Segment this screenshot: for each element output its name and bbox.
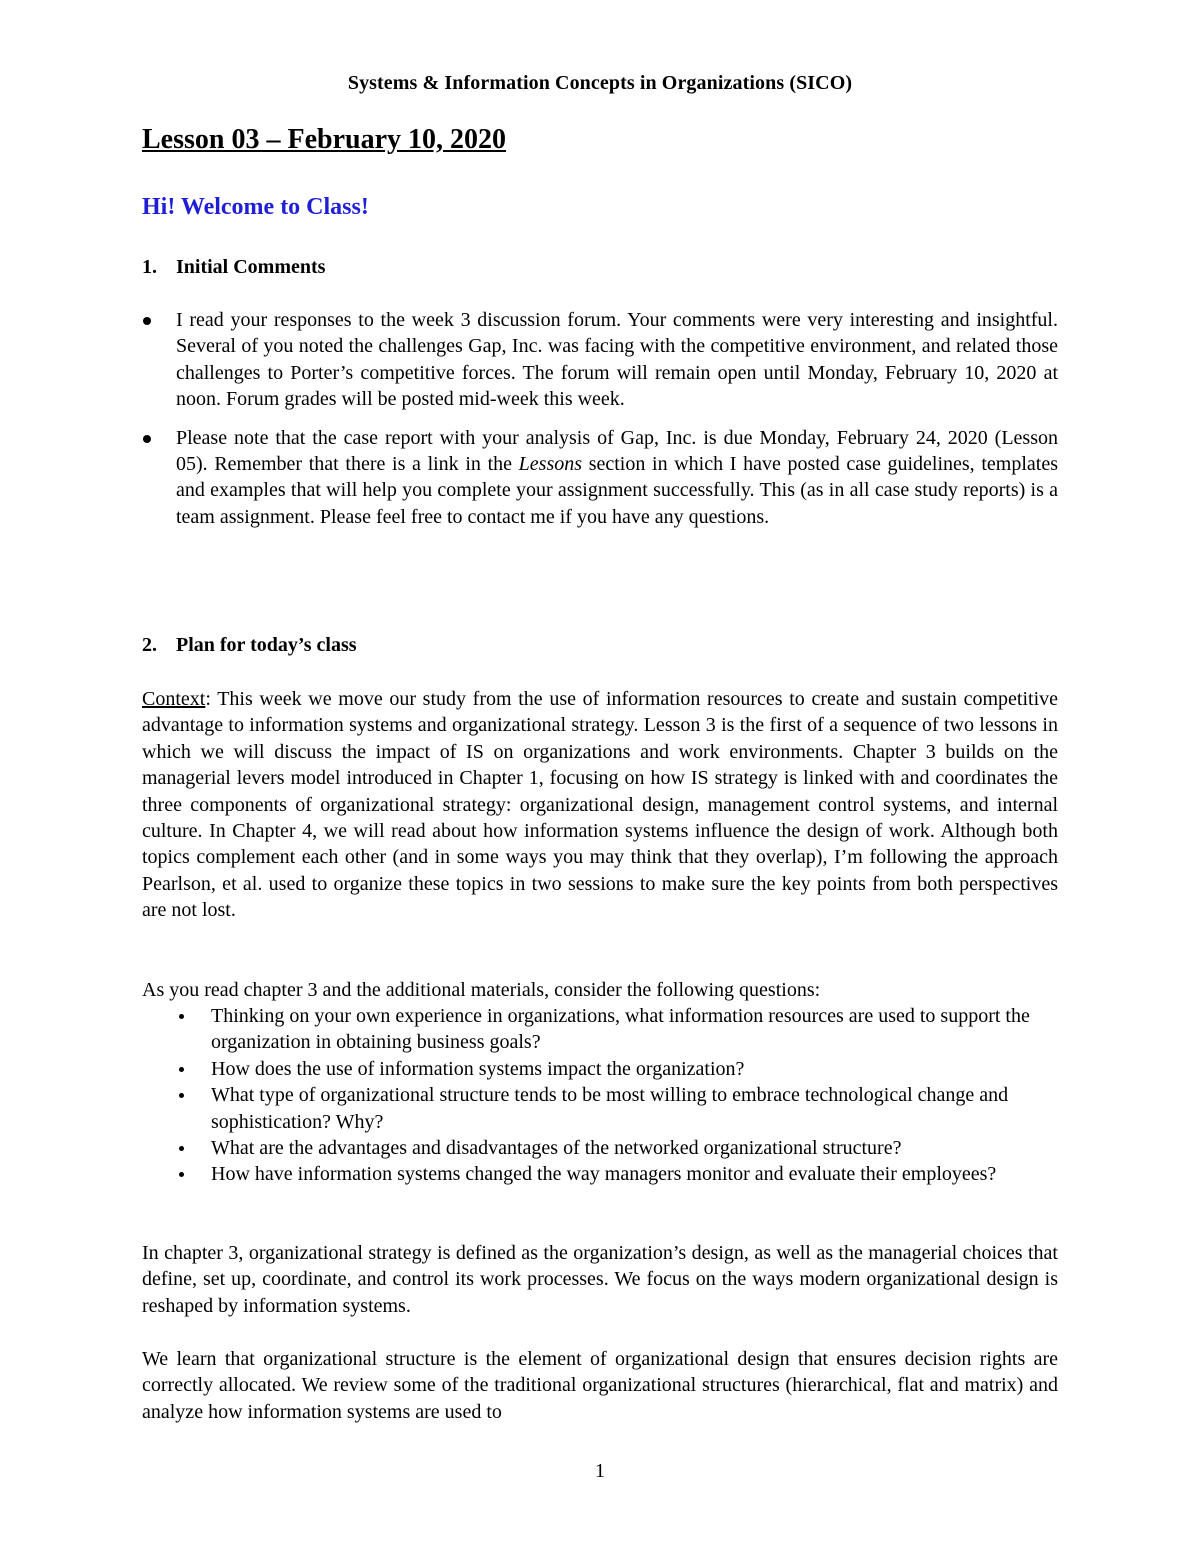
list-item-text: How does the use of information systems impact the organization? [211,1057,745,1080]
list-item-text: How have information systems changed the way managers monitor and evaluate their employees? [211,1163,997,1186]
list-item-text: What type of organizational structure tends to be most willing to embrace technological change and sophistication? Why? [211,1084,1009,1133]
section-number: 2. [142,634,157,656]
bullet-icon [143,435,151,443]
bullet-icon [143,317,151,325]
list-item [142,425,1058,531]
list-item [142,1056,1058,1082]
list-item [142,307,1058,413]
lesson-title: Lesson 03 – February 10, 2020 [142,124,506,155]
bullet-icon [179,1014,184,1019]
list-item [142,1003,1058,1056]
section-heading-plan [142,634,357,657]
list-item-text: Thinking on your own experience in organizations, what information resources are used to support the organization in obtaining business goals? [211,1005,1030,1054]
structure-paragraph: We learn that organizational structure is the element of organizational design that ensures decision rights are correctly allocated. We review some of the traditional organizational structures (hierarchical, flat and matrix) and analyze how information systems are used to [142,1348,1058,1423]
bullet-icon [179,1172,184,1177]
list-item-text: What are the advantages and disadvantages of the networked organizational structure? [211,1137,902,1160]
section-heading-initial-comments [142,256,325,279]
context-label: Context [142,688,206,710]
context-paragraph: Context: This week we move our study from the use of information resources to create and sustain competitive advantage to information systems and organizational strategy. Lesson 3 is the first of a sequence of two lessons in which we will discuss the impact of IS on organizations and work environments. Chapter 3 builds on the managerial levers model introduced in Chapter 1, focusing on how IS strategy is linked with and coordinates the three components of organizational strategy: organizational design, management control systems, and internal culture. In Chapter 4, we will read about how information systems influence the design of work. Although both topics complement each other (and in some ways you may think that they overlap), I’m following the approach Pearlson, et al. used to organize these topics in two sessions to make sure the key points from both perspectives are not lost. [142,688,1058,922]
list-item [142,1082,1058,1135]
bullet-icon [179,1093,184,1098]
lessons-emphasis: Lessons [518,453,583,476]
list-item [142,1161,1058,1187]
bullet-icon [179,1146,184,1151]
section-title: Initial Comments [176,256,326,278]
list-item-text: Please note that the case report with your analysis of Gap, Inc. is due Monday, February 24, 2020 (Lesson 05). Remember that there is a link in the Lessons section in which I have posted case guidelines, templates and examples that will help you complete your assignment successfully. This (as in all case study reports) is a team assignment. Please feel free to contact me if you have any questions. [176,426,1058,528]
section-number: 1. [142,256,157,278]
strategy-paragraph: In chapter 3, organizational strategy is defined as the organization’s design, as well as the managerial choices that define, set up, coordinate, and control its work processes. We focus on the ways modern organizational design is reshaped by information systems. [142,1242,1058,1317]
welcome-heading: Hi! Welcome to Class! [142,194,369,220]
page-number: 1 [595,1460,605,1482]
list-item [142,1135,1058,1161]
questions-list [142,1003,1058,1188]
section-title: Plan for today’s class [176,634,357,656]
initial-comments-list [142,307,1058,530]
list-item-text: I read your responses to the week 3 discussion forum. Your comments were very interesting and insightful. Several of you noted the challenges Gap, Inc. was facing with the competitive environment, and related those challenges to Porter’s competitive forces. The forum will remain open until Monday, February 10, 2020 at noon. Forum grades will be posted mid-week this week. [176,309,1058,411]
document-header: Systems & Information Concepts in Organizations (SICO) [347,72,853,94]
bullet-icon [179,1067,184,1072]
questions-intro: As you read chapter 3 and the additional materials, consider the following questions: [142,979,821,1001]
